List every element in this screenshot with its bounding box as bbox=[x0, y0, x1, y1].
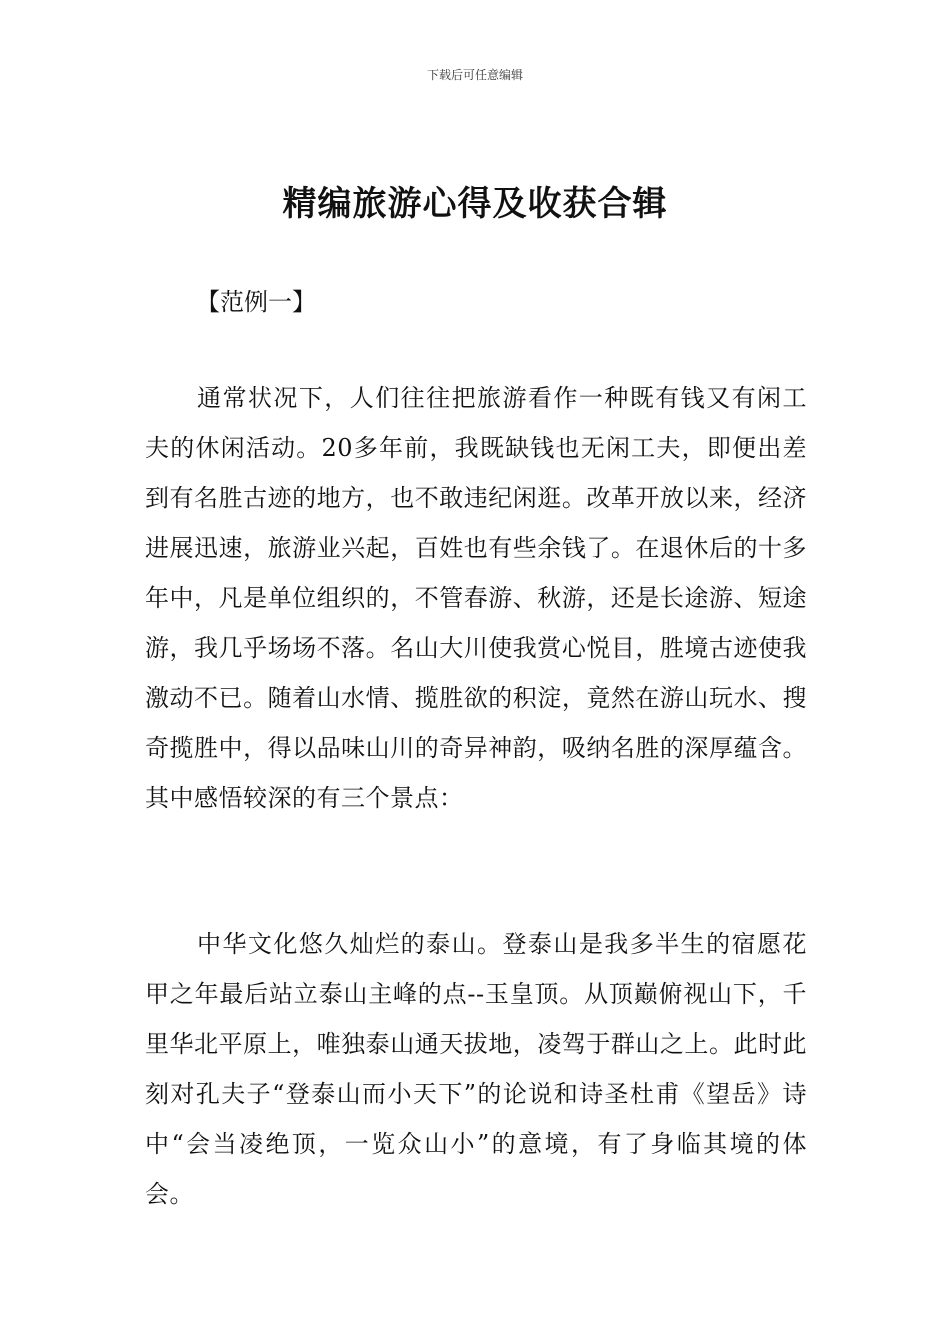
paragraph-2: 中华文化悠久灿烂的泰山。登泰山是我多半生的宿愿花甲之年最后站立泰山主峰的点--玉皇顶。从顶巅俯视山下，千里华北平原上，唯独泰山通天拔地，凌驾于群山之上。此时此刻对孔夫子“登泰山而小天下”的论说和诗圣杜甫《望岳》诗中“会当凌绝顶，一览众山小”的意境，有了身临其境的体会。 bbox=[145, 930, 807, 1208]
paragraph-1: 通常状况下，人们往往把旅游看作一种既有钱又有闲工夫的休闲活动。20多年前，我既缺钱也无闲工夫，即便出差到有名胜古迹的地方，也不敢违纪闲逛。改革开放以来，经济进展迅速，旅游业兴起，百姓也有些余钱了。在退休后的十多年中，凡是单位组织的，不管春游、秋游，还是长途游、短途游，我几乎场场不落。名山大川使我赏心悦目，胜境古迹使我激动不已。随着山水情、揽胜欲的积淀，竟然在游山玩水、搜奇揽胜中，得以品味山川的奇异神韵，吸纳名胜的深厚蕴含。其中感悟较深的有三个景点： bbox=[145, 384, 807, 812]
header-note: 下载后可任意编辑 bbox=[426, 68, 523, 82]
document-title: 精编旅游心得及收获合辑 bbox=[282, 184, 668, 224]
section-label: 【范例一】 bbox=[196, 288, 316, 316]
